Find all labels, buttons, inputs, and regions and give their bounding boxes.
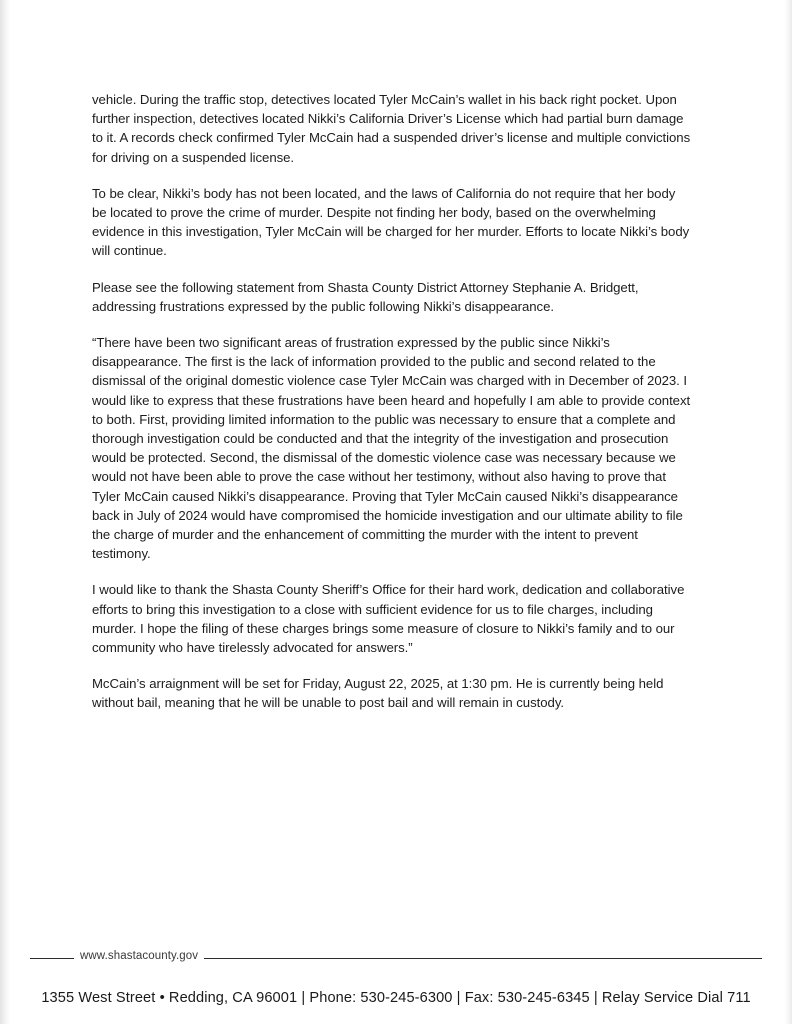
page-left-edge-shadow	[0, 0, 10, 1024]
paragraph: McCain’s arraignment will be set for Friday, August 22, 2025, at 1:30 pm. He is currently being held without bail, meaning that he will be unable to post bail and will remain in custody.	[92, 676, 664, 711]
footer-website: www.shastacounty.gov	[74, 950, 204, 962]
page-right-edge-shadow	[784, 0, 792, 1024]
paragraph: vehicle. During the traffic stop, detectives located Tyler McCain’s wallet in his back right pocket. Upon further inspection, detectives located Nikki’s California Driver’s License which had partial burn damage to it. A records check confirmed Tyler McCain had a suspended driver’s license and multiple convictions for driving on a suspended license.	[92, 92, 691, 165]
document-body	[92, 90, 692, 713]
paragraph: I would like to thank the Shasta County Sheriff’s Office for their hard work, dedication and collaborative efforts to bring this investigation to a close with sufficient evidence for us to file charges, including murder. I hope the filing of these charges brings some measure of closure to Nikki’s family and to our community who have tirelessly advocated for answers.”	[92, 582, 685, 656]
paragraph: Please see the following statement from Shasta County District Attorney Stephanie A. Bridgett, addressing frustrations expressed by the public following Nikki’s disappearance.	[92, 279, 639, 314]
footer-contact-line: 1355 West Street • Redding, CA 96001 | Phone: 530-245-6300 | Fax: 530-245-6345 | Relay Service Dial 711	[41, 990, 751, 1006]
footer-divider-area	[0, 950, 792, 966]
paragraph: “There have been two significant areas of frustration expressed by the public since Nikki’s disappearance. The first is the lack of information provided to the public and second related to the dismissal of the original domestic violence case Tyler McCain was charged with in December of 2023. I would like to express that these frustrations have been heard and hopefully I am able to provide context to both. First, providing limited information to the public was necessary to ensure that a complete and thorough investigation could be conducted and that the integrity of the investigation and prosecution would be protected. Second, the dismissal of the domestic violence case was necessary because we would not have been able to prove the case without her testimony, without also having to prove that Tyler McCain caused Nikki’s disappearance. Proving that Tyler McCain caused Nikki’s disappearance back in July of 2024 would have compromised the homicide investigation and our ultimate ability to file the charge of murder and the enhancement of committing the murder with the intent to prevent testimony.	[92, 335, 691, 562]
paragraph: To be clear, Nikki’s body has not been located, and the laws of California do not require that her body be located to prove the crime of murder. Despite not finding her body, based on the overwhelming evidence in this investigation, Tyler McCain will be charged for her murder. Efforts to locate Nikki’s body will continue.	[92, 185, 690, 259]
